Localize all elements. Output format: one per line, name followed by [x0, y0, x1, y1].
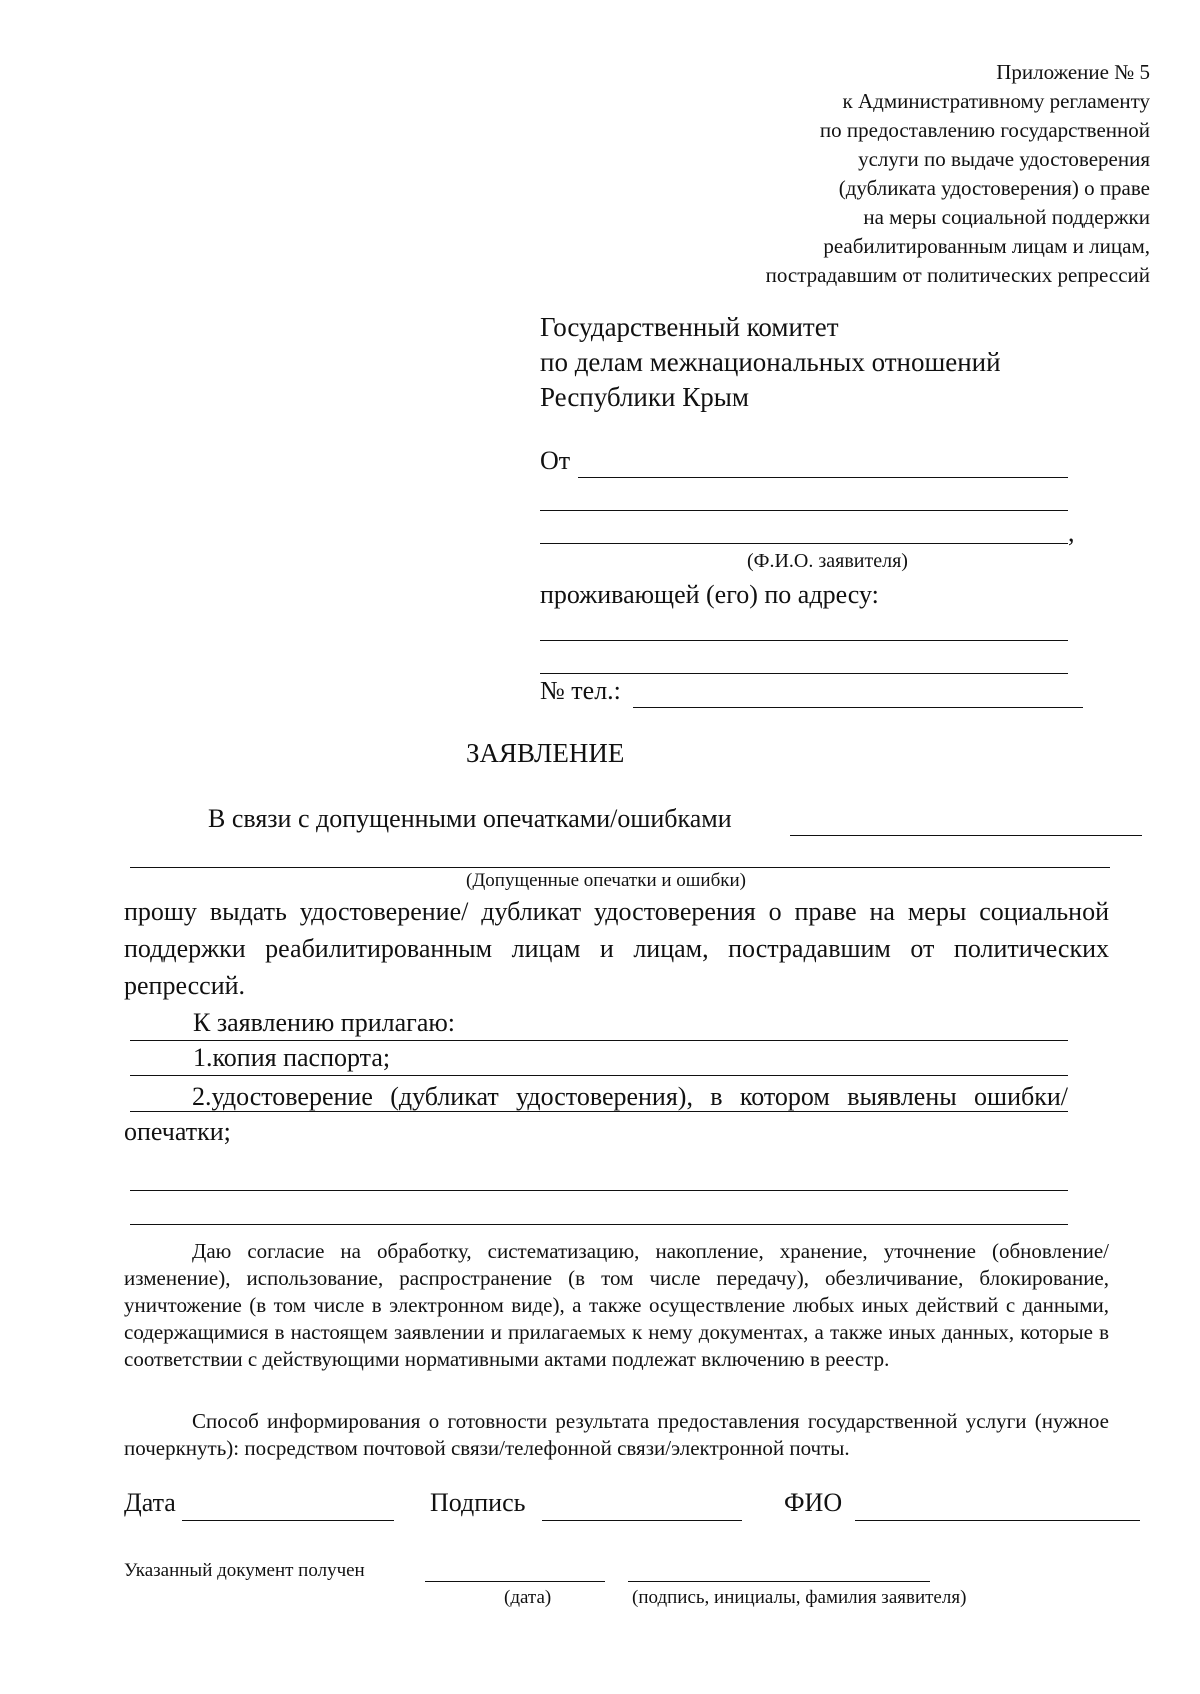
phone-field[interactable]	[633, 707, 1083, 708]
attach-extra-field-1[interactable]	[130, 1190, 1068, 1191]
from-name-field-3[interactable]	[540, 543, 1068, 544]
from-name-field[interactable]	[578, 477, 1068, 478]
appendix-line: по предоставлению государственной	[819, 118, 1150, 142]
from-name-field-2[interactable]	[540, 510, 1068, 511]
addressee-line: по делам межнациональных отношений	[540, 347, 1001, 377]
appendix-line: к Административному регламенту	[842, 89, 1150, 113]
errors-caption: (Допущенные опечатки и ошибки)	[466, 870, 746, 891]
attach-item-1: 1.копия паспорта;	[193, 1043, 391, 1072]
receipt-date-caption: (дата)	[504, 1587, 552, 1608]
appendix-line: пострадавшим от политических репрессий	[765, 263, 1150, 287]
notification-paragraph: Способ информирования о готовности результата предоставления государственной услуги (нужное почеркнуть): посредством почтовой связи/телефонной связи/электронной почты.	[124, 1409, 1109, 1460]
signature-field[interactable]	[542, 1520, 742, 1521]
errors-field-2[interactable]	[130, 867, 1110, 868]
attach-underline-1	[130, 1040, 1068, 1041]
comma: ,	[1068, 518, 1075, 547]
appendix-line: услуги по выдаче удостоверения	[858, 147, 1150, 171]
signature-label: Подпись	[430, 1488, 526, 1517]
appendix-header	[766, 58, 1150, 290]
phone-label: № тел.:	[540, 676, 621, 705]
appendix-line: Приложение № 5	[996, 60, 1150, 84]
attach-extra-field-2[interactable]	[130, 1224, 1068, 1225]
addressee-line: Государственный комитет	[540, 312, 839, 342]
address-label: проживающей (его) по адресу:	[540, 580, 879, 609]
addressee-block	[540, 310, 1001, 415]
receipt-signature-field[interactable]	[628, 1581, 930, 1582]
attach-item-2: 2.удостоверение (дубликат удостоверения), в котором выявлены ошибки/опечатки;	[124, 1082, 1068, 1146]
attach-underline-2	[130, 1075, 1068, 1076]
from-label: От	[540, 446, 571, 475]
receipt-date-field[interactable]	[425, 1581, 605, 1582]
address-field-1[interactable]	[540, 640, 1068, 641]
date-field[interactable]	[182, 1520, 394, 1521]
fio-field[interactable]	[855, 1520, 1140, 1521]
appendix-line: (дубликата удостоверения) о праве	[838, 176, 1150, 200]
receipt-label: Указанный документ получен	[124, 1560, 365, 1581]
request-paragraph: прошу выдать удостоверение/ дубликат удостоверения о праве на меры социальной поддержки реабилитированным лицам и лицам, пострадавшим от политических репрессий.	[124, 897, 1109, 1000]
fio-label: ФИО	[784, 1488, 843, 1517]
fio-caption: (Ф.И.О. заявителя)	[747, 550, 908, 572]
receipt-signature-caption: (подпись, инициалы, фамилия заявителя)	[632, 1587, 967, 1608]
page-title: ЗАЯВЛЕНИЕ	[466, 738, 625, 768]
address-field-2[interactable]	[540, 673, 1068, 674]
date-label: Дата	[124, 1488, 176, 1517]
attach-label: К заявлению прилагаю:	[193, 1008, 456, 1037]
appendix-line: реабилитированным лицам и лицам,	[823, 234, 1150, 258]
consent-paragraph: Даю согласие на обработку, систематизацию, накопление, хранение, уточнение (обновление/изменение), использование, распространение (в том числе передачу), обезличивание, блокирование, уничтожение (в том числе в электронном виде), а также осуществление любых иных действий с данными, содержащимися в настоящем заявлении и прилагаемых к нему документах, а также иных данных, которые в соответствии с действующими нормативными актами подлежат включению в реестр.	[124, 1239, 1109, 1371]
intro-text: В связи с допущенными опечатками/ошибками	[208, 804, 732, 833]
appendix-line: на меры социальной поддержки	[863, 205, 1150, 229]
addressee-line: Республики Крым	[540, 382, 749, 412]
errors-field[interactable]	[790, 835, 1142, 836]
